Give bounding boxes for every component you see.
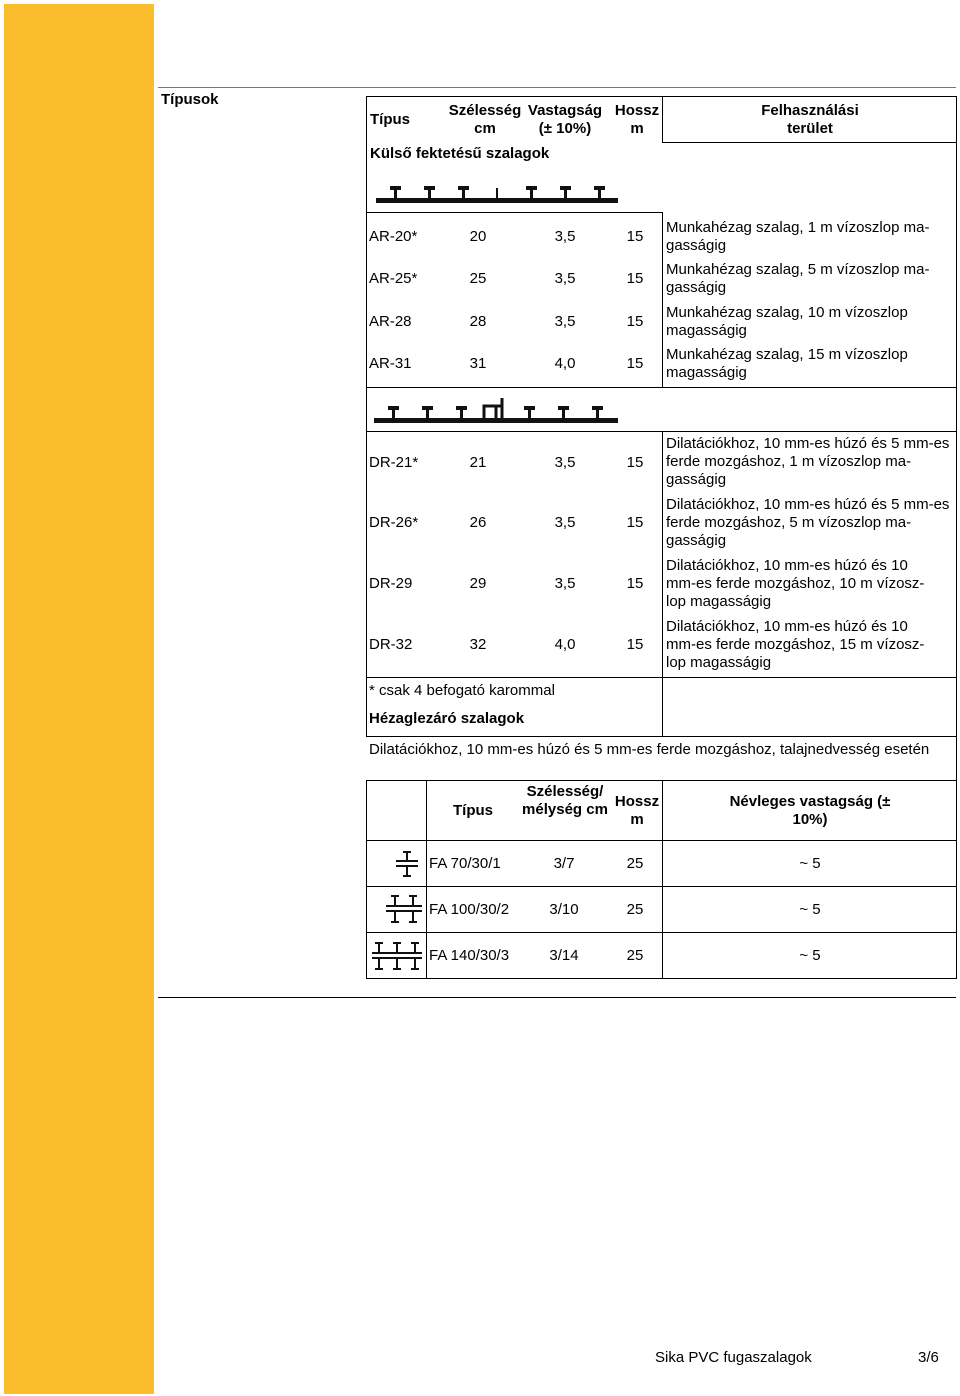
page-number: 3/6 [918, 1349, 939, 1366]
row-length: 25 [626, 901, 644, 918]
row-width-depth: 3/14 [549, 947, 579, 964]
footer-rule [158, 997, 956, 998]
gap-group-label: Hézaglezáró szalagok [369, 710, 525, 727]
row-length: 15 [626, 228, 644, 245]
row-usage: Dilatációkhoz, 10 mm-es húzó és 5 mm-es ferde mozgáshoz, 5 m vízoszlop ma-gasságig [666, 496, 950, 549]
section-title: Típusok [161, 91, 219, 108]
fa-profile-1-icon [394, 850, 420, 878]
row-type: AR-31 [369, 355, 412, 372]
row-length: 15 [626, 514, 644, 531]
row-thickness: 3,5 [554, 454, 576, 471]
row-width: 32 [469, 636, 487, 653]
row-width-depth: 3/7 [553, 855, 575, 872]
side-color-bar [4, 4, 154, 1394]
header-thickness: Vastagság (± 10%) [527, 102, 603, 137]
row-thickness: 4,0 [554, 355, 576, 372]
row-type: FA 140/30/3 [429, 947, 510, 964]
row-length: 25 [626, 947, 644, 964]
row-type: FA 100/30/2 [429, 901, 510, 918]
row-usage: Dilatációkhoz, 10 mm-es húzó és 5 mm-es ferde mozgáshoz, 1 m vízoszlop ma-gasságig [666, 435, 950, 488]
row-length: 15 [626, 636, 644, 653]
row-usage: Dilatációkhoz, 10 mm-es húzó és 10 mm-es ferde mozgáshoz, 15 m vízosz-lop magasságig [666, 618, 925, 671]
row-thickness: 3,5 [554, 270, 576, 287]
row-type: DR-21* [369, 454, 419, 471]
header-type: Típus [370, 111, 410, 128]
row-thickness: 3,5 [554, 313, 576, 330]
header-width: Szélesség cm [448, 102, 522, 137]
ar-profile-icon [376, 184, 620, 206]
row-thickness: 3,5 [554, 575, 576, 592]
row-width: 21 [469, 454, 487, 471]
row-width: 20 [469, 228, 487, 245]
row-width-depth: 3/10 [549, 901, 579, 918]
row-type: FA 70/30/1 [429, 855, 501, 872]
row-type: AR-20* [369, 228, 418, 245]
fa-header-length: Hossz m [614, 793, 660, 828]
row-length: 15 [626, 313, 644, 330]
row-width: 31 [469, 355, 487, 372]
row-length: 15 [626, 355, 644, 372]
row-width: 25 [469, 270, 487, 287]
fa-profile-3-icon [370, 941, 424, 971]
fa-header-nominal: Névleges vastagság (± 10%) [729, 793, 891, 828]
row-thickness: 4,0 [554, 636, 576, 653]
header-length: Hossz m [614, 102, 660, 137]
row-type: AR-28 [369, 313, 412, 330]
row-type: AR-25* [369, 270, 418, 287]
footnote: * csak 4 befogató karommal [369, 682, 555, 699]
row-length: 15 [626, 575, 644, 592]
row-usage: Munkahézag szalag, 15 m vízoszlop magasságig [666, 346, 908, 381]
top-rule [158, 87, 956, 88]
row-type: DR-26* [369, 514, 419, 531]
gap-description: Dilatációkhoz, 10 mm-es húzó és 5 mm-es ferde mozgáshoz, talajnedvesség esetén [369, 741, 930, 758]
row-thickness: 3,5 [554, 514, 576, 531]
footer-title: Sika PVC fugaszalagok [655, 1349, 812, 1366]
row-nominal: ~ 5 [799, 947, 821, 964]
row-length: 15 [626, 454, 644, 471]
row-type: DR-29 [369, 575, 413, 592]
row-length: 15 [626, 270, 644, 287]
row-thickness: 3,5 [554, 228, 576, 245]
row-width: 28 [469, 313, 487, 330]
fa-header-width-depth: Szélesség/ mélység cm [522, 783, 608, 818]
row-usage: Munkahézag szalag, 1 m vízoszlop ma-gasságig [666, 219, 930, 254]
fa-header-type: Típus [453, 802, 493, 819]
row-width: 29 [469, 575, 487, 592]
external-group-label: Külső fektetésű szalagok [370, 145, 550, 162]
row-width: 26 [469, 514, 487, 531]
fa-profile-2-icon [384, 894, 424, 924]
header-usage: Felhasználási terület [761, 102, 859, 137]
row-type: DR-32 [369, 636, 413, 653]
row-usage: Munkahézag szalag, 5 m vízoszlop ma-gasságig [666, 261, 930, 296]
row-nominal: ~ 5 [799, 855, 821, 872]
row-length: 25 [626, 855, 644, 872]
dr-profile-icon [374, 396, 620, 426]
row-usage: Munkahézag szalag, 10 m vízoszlop magasságig [666, 304, 908, 339]
row-usage: Dilatációkhoz, 10 mm-es húzó és 10 mm-es ferde mozgáshoz, 10 m vízosz-lop magasságig [666, 557, 925, 610]
row-nominal: ~ 5 [799, 901, 821, 918]
